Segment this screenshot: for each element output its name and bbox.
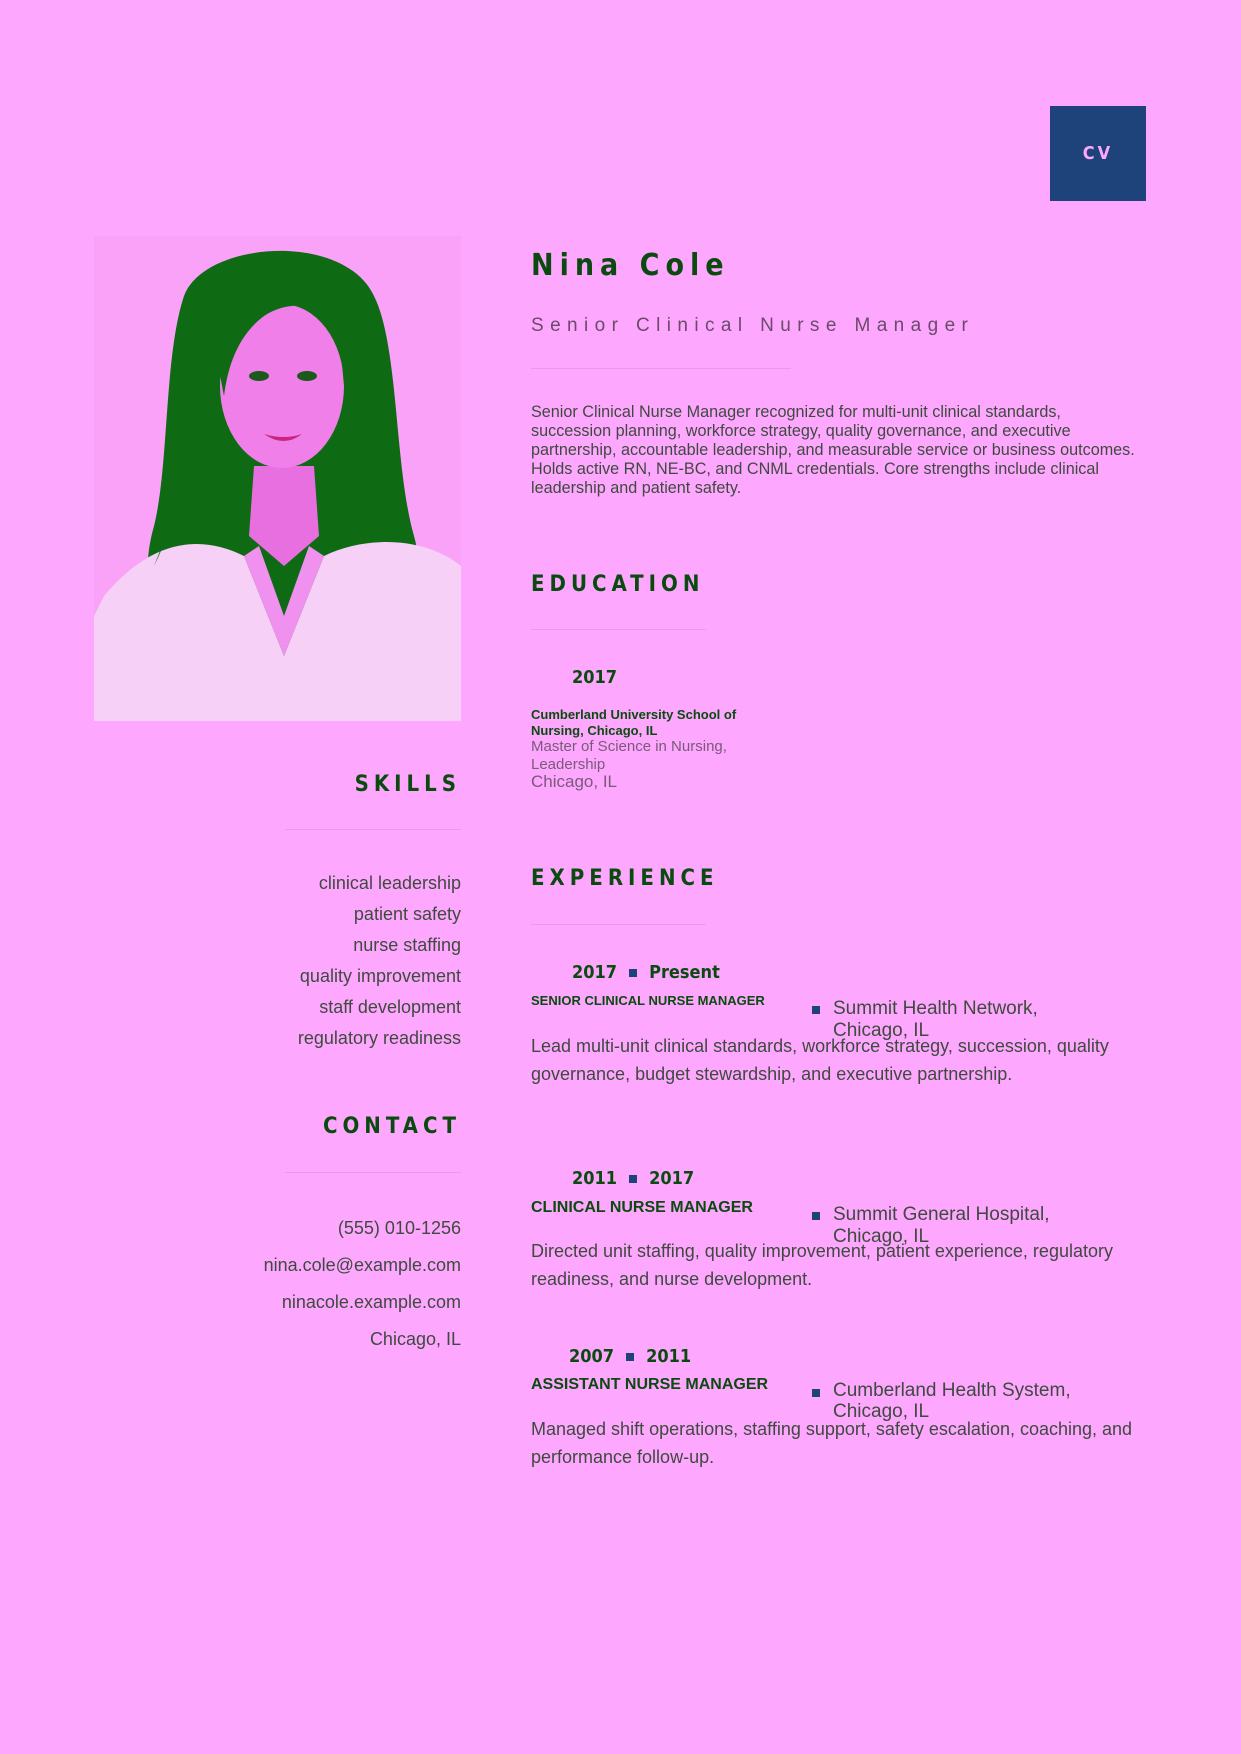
job-dates	[572, 962, 720, 983]
skills-list	[94, 868, 461, 1054]
profile-photo	[94, 236, 461, 721]
job-organization: Cumberland Health System, Chicago, IL	[833, 1380, 1071, 1422]
education-degree: Master of Science in Nursing, Leadership	[531, 738, 727, 773]
job-end: Present	[649, 962, 720, 983]
skills-heading: SKILLS	[354, 772, 461, 797]
job-start: 2017	[572, 962, 618, 983]
job-title: SENIOR CLINICAL NURSE MANAGER	[531, 993, 765, 1008]
date-separator-icon	[629, 969, 637, 977]
contact-email[interactable]: nina.cole@example.com	[263, 1255, 461, 1275]
job-start: 2007	[569, 1346, 615, 1367]
candidate-name: Nina Cole	[531, 248, 730, 283]
bullet-icon	[812, 1212, 820, 1220]
skill-item: quality improvement	[299, 966, 461, 986]
cv-badge	[1050, 106, 1146, 201]
education-divider	[531, 629, 706, 630]
contact-phone: (555) 010-1256	[337, 1218, 461, 1238]
job-end: 2017	[649, 1168, 695, 1189]
job-organization: Summit Health Network, Chicago, IL	[833, 998, 1038, 1041]
job-description: Directed unit staffing, quality improvement, patient experience, regulatory readiness, and nurse development.	[531, 1241, 1113, 1289]
contact-list	[94, 1210, 461, 1358]
header-divider	[531, 368, 791, 369]
portrait-illustration	[94, 236, 461, 721]
contact-heading: CONTACT	[322, 1114, 461, 1139]
date-separator-icon	[626, 1353, 634, 1361]
profile-summary: Senior Clinical Nurse Manager recognized for multi-unit clinical standards, succession planning, workforce strategy, quality governance, and executive partnership, accountable leadership, and measurable service or business outcomes. Holds active RN, NE-BC, and CNML credentials. Core strengths include clinical leadership and patient safety.	[531, 403, 1135, 497]
education-heading: EDUCATION	[531, 572, 705, 597]
job-title: ASSISTANT NURSE MANAGER	[531, 1376, 769, 1393]
skill-item: patient safety	[353, 904, 461, 924]
skill-item: clinical leadership	[318, 873, 461, 893]
education-year: 2017	[572, 667, 618, 688]
experience-heading: EXPERIENCE	[531, 866, 719, 891]
bullet-icon	[812, 1389, 820, 1397]
skill-item: nurse staffing	[353, 935, 461, 955]
education-location: Chicago, IL	[531, 772, 617, 791]
job-dates	[569, 1346, 691, 1367]
skills-divider	[285, 829, 461, 830]
skill-item: regulatory readiness	[297, 1028, 461, 1048]
candidate-role: Senior Clinical Nurse Manager	[531, 315, 975, 336]
experience-divider	[531, 924, 706, 925]
job-end: 2011	[646, 1346, 692, 1367]
job-title: CLINICAL NURSE MANAGER	[531, 1199, 753, 1216]
skill-item: staff development	[319, 997, 461, 1017]
job-dates	[572, 1168, 694, 1189]
contact-location: Chicago, IL	[369, 1329, 461, 1349]
date-separator-icon	[629, 1175, 637, 1183]
education-school: Cumberland University School of Nursing, Chicago, IL	[531, 707, 737, 738]
cv-badge-label: CV	[1082, 143, 1114, 164]
contact-divider	[285, 1172, 461, 1173]
job-organization: Summit General Hospital, Chicago, IL	[833, 1204, 1050, 1247]
bullet-icon	[812, 1006, 820, 1014]
job-description: Managed shift operations, staffing support, safety escalation, coaching, and performance follow-up.	[531, 1419, 1133, 1467]
contact-website[interactable]: ninacole.example.com	[281, 1292, 461, 1312]
job-description: Lead multi-unit clinical standards, workforce strategy, succession, quality governance, budget stewardship, and executive partnership.	[531, 1036, 1109, 1084]
job-start: 2011	[572, 1168, 618, 1189]
